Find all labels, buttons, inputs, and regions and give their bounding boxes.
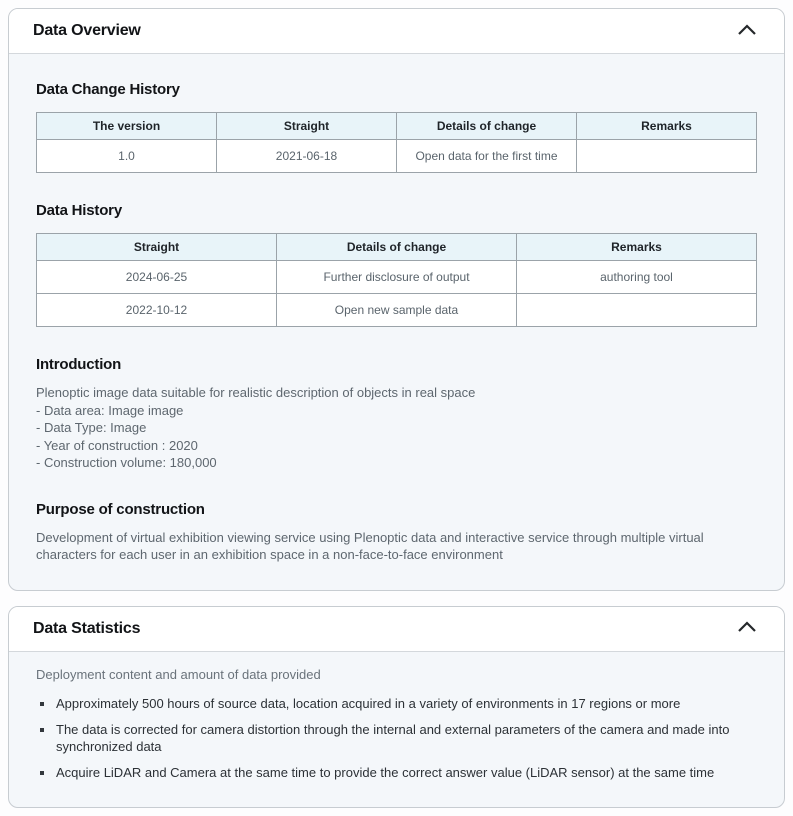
introduction-line: - Construction volume: 180,000 <box>36 455 217 470</box>
introduction-heading: Introduction <box>36 356 122 373</box>
data-overview-collapse-button[interactable] <box>735 22 759 40</box>
table-cell: 2022-10-12 <box>37 294 277 327</box>
bullet-icon <box>40 728 44 732</box>
data-statistics-title: Data Statistics <box>33 619 141 637</box>
purpose-text: Development of virtual exhibition viewing service using Plenoptic data and interactive service through multiple virtual characters for each user in an exhibition space in a non-face-to-face environment <box>36 529 704 562</box>
column-header: Remarks <box>577 113 757 140</box>
chevron-up-icon <box>737 24 757 39</box>
purpose-heading: Purpose of construction <box>36 500 205 518</box>
table-cell <box>517 294 757 327</box>
bullet-icon <box>40 702 44 706</box>
introduction-line: - Year of construction : 2020 <box>36 437 198 453</box>
data-history-heading: Data History <box>36 202 122 219</box>
bullet-text: The data is corrected for camera distortion through the internal and external parameters of the camera and made into synchronized data <box>56 721 730 754</box>
change-history-table <box>36 112 757 173</box>
data-history-table <box>36 233 757 327</box>
table-cell: 2024-06-25 <box>37 261 277 294</box>
data-overview-body <box>9 54 784 590</box>
table-row <box>37 140 757 173</box>
statistics-bullet-list <box>36 695 757 781</box>
list-item <box>36 695 757 712</box>
table-header-row <box>37 234 757 261</box>
table-cell: authoring tool <box>517 261 757 294</box>
statistics-subtitle: Deployment content and amount of data provided <box>36 666 321 682</box>
data-statistics-collapse-button[interactable] <box>735 620 759 638</box>
table-cell <box>577 140 757 173</box>
bullet-text: Approximately 500 hours of source data, location acquired in a variety of environments in 17 regions or more <box>56 695 681 711</box>
introduction-line: - Data Type: Image <box>36 420 147 435</box>
table-cell: 2021-06-18 <box>217 140 397 173</box>
column-header: The version <box>37 113 217 140</box>
table-cell: Further disclosure of output <box>277 261 517 294</box>
bullet-text: Acquire LiDAR and Camera at the same time to provide the correct answer value (LiDAR sensor) at the same time <box>56 764 715 780</box>
column-header: Details of change <box>397 113 577 140</box>
table-header-row <box>37 113 757 140</box>
column-header: Remarks <box>517 234 757 261</box>
column-header: Straight <box>217 113 397 140</box>
data-overview-card <box>8 8 785 591</box>
table-row <box>37 261 757 294</box>
column-header: Details of change <box>277 234 517 261</box>
table-row <box>37 294 757 327</box>
table-cell: Open data for the first time <box>397 140 577 173</box>
table-cell: Open new sample data <box>277 294 517 327</box>
introduction-line: Plenoptic image data suitable for realistic description of objects in real space <box>36 385 476 400</box>
table-cell: 1.0 <box>37 140 217 173</box>
data-overview-title: Data Overview <box>33 22 141 39</box>
data-statistics-header[interactable] <box>9 607 784 652</box>
data-overview-header[interactable] <box>9 9 784 54</box>
list-item <box>36 721 757 755</box>
introduction-text <box>36 384 757 472</box>
column-header: Straight <box>37 234 277 261</box>
chevron-up-icon <box>737 621 757 636</box>
change-history-heading: Data Change History <box>36 81 180 98</box>
introduction-line: - Data area: Image image <box>36 402 184 418</box>
bullet-icon <box>40 771 44 775</box>
data-statistics-card <box>8 606 785 808</box>
data-statistics-body <box>9 652 784 807</box>
